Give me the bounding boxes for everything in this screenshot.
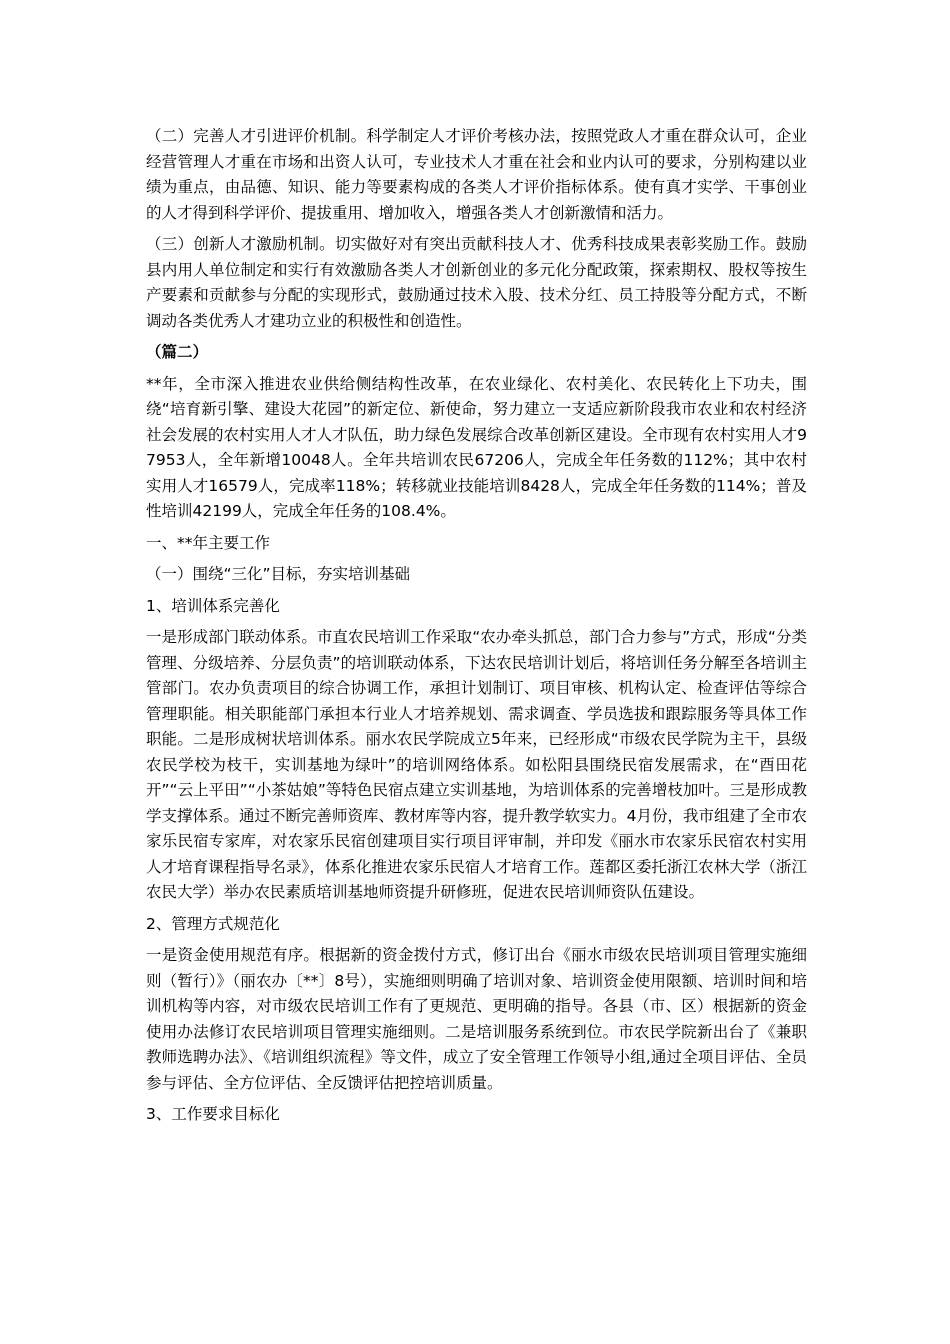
paragraph-talent-evaluation: （二）完善人才引进评价机制。科学制定人才评价考核办法，按照党政人才重在群众认可，企业经营管理人才重在市场和出资人认可，专业技术人才重在社会和业内认可的要求，分别构建以业绩为重点，由品德、知识、能力等要素构成的各类人才评价指标体系。使有真才实学、干事创业的人才得到科学评价、提拔重用、增加收入，增强各类人才创新激情和活力。 — [146, 127, 807, 222]
paragraph-talent-incentive: （三）创新人才激励机制。切实做好对有突出贡献科技人才、优秀科技成果表彰奖励工作。鼓励县内用人单位制定和实行有效激励各类人才创新创业的多元化分配政策，探索期权、股权等按生产要素和贡献参与分配的实现形式，鼓励通过技术入股、技术分红、员工持股等分配方式，不断调动各类优秀人才建功立业的积极性和创造性。 — [146, 235, 807, 330]
paragraph-annual-overview: **年，全市深入推进农业供给侧结构性改革，在农业绿化、农村美化、农民转化上下功夫，围绕“培育新引擎、建设大花园”的新定位、新使命，努力建立一支适应新阶段我市农业和农村经济社会发展的农村实用人才人才队伍，助力绿色发展综合改革创新区建设。全市现有农村实用人才97953人，全年新增10048人。全年共培训农民67206人，完成全年任务数的112%；其中农村实用人才16579人，完成率118%；转移就业技能培训8428人，完成全年任务数的114%；普及性培训42199人，完成全年任务的108.4%。 — [146, 374, 807, 520]
paragraph-management: 一是资金使用规范有序。根据新的资金拨付方式，修订出台《丽水市级农民培训项目管理实施细则（暂行）》（丽农办〔**〕8号），实施细则明确了培训对象、培训资金使用限额、培训时间和培训机构等内容，对市级农民培训工作有了更规范、更明确的指导。各县（市、区）根据新的资金使用办法修订农民培训项目管理实施细则。二是培训服务系统到位。市农民学院新出台了《兼职教师选聘办法》、《培训组织流程》等文件，成立了安全管理工作领导小组,通过全项目评估、全员参与评估、全方位评估、全反馈评估把控培训质量。 — [146, 946, 807, 1092]
paragraph-training-system: 一是形成部门联动体系。市直农民培训工作采取“农办牵头抓总，部门合力参与”方式，形成“分类管理、分级培养、分层负责”的培训联动体系，下达农民培训计划后，将培训任务分解至各培训主管部门。农办负责项目的综合协调工作，承担计划制订、项目审核、机构认定、检查评估等综合管理职能。相关职能部门承担本行业人才培养规划、需求调查、学员选拔和跟踪服务等具体工作职能。二是形成树状培训体系。丽水农民学院成立5年来，已经形成“市级农民学院为主干，县级农民学校为枝干，实训基地为绿叶”的培训网络体系。如松阳县围绕民宿发展需求，在“酉田花开”“云上平田”“小茶姑娘”等特色民宿点建立实训基地，为培训体系的完善增枝加叶。三是形成教学支撑体系。通过不断完善师资库、教材库等内容，提升教学软实力。4月份，我市组建了全市农家乐民宿专家库，对农家乐民宿创建项目实行项目评审制，并印发《丽水市农家乐民宿农村实用人才培育课程指导名录》，体系化推进农家乐民宿人才培育工作。莲都区委托浙江农林大学（浙江农民大学）举办农民素质培训基地师资提升研修班，促进农民培训师资队伍建设。 — [146, 628, 807, 901]
heading-management: 2、管理方式规范化 — [146, 914, 280, 933]
heading-training-system: 1、培训体系完善化 — [146, 596, 280, 615]
heading-three-goals: （一）围绕“三化”目标，夯实培训基础 — [146, 565, 411, 583]
heading-work-goals: 3、工作要求目标化 — [146, 1105, 280, 1123]
section-title-part-two: （篇二） — [146, 343, 209, 361]
heading-main-work: 一、**年主要工作 — [146, 533, 271, 552]
